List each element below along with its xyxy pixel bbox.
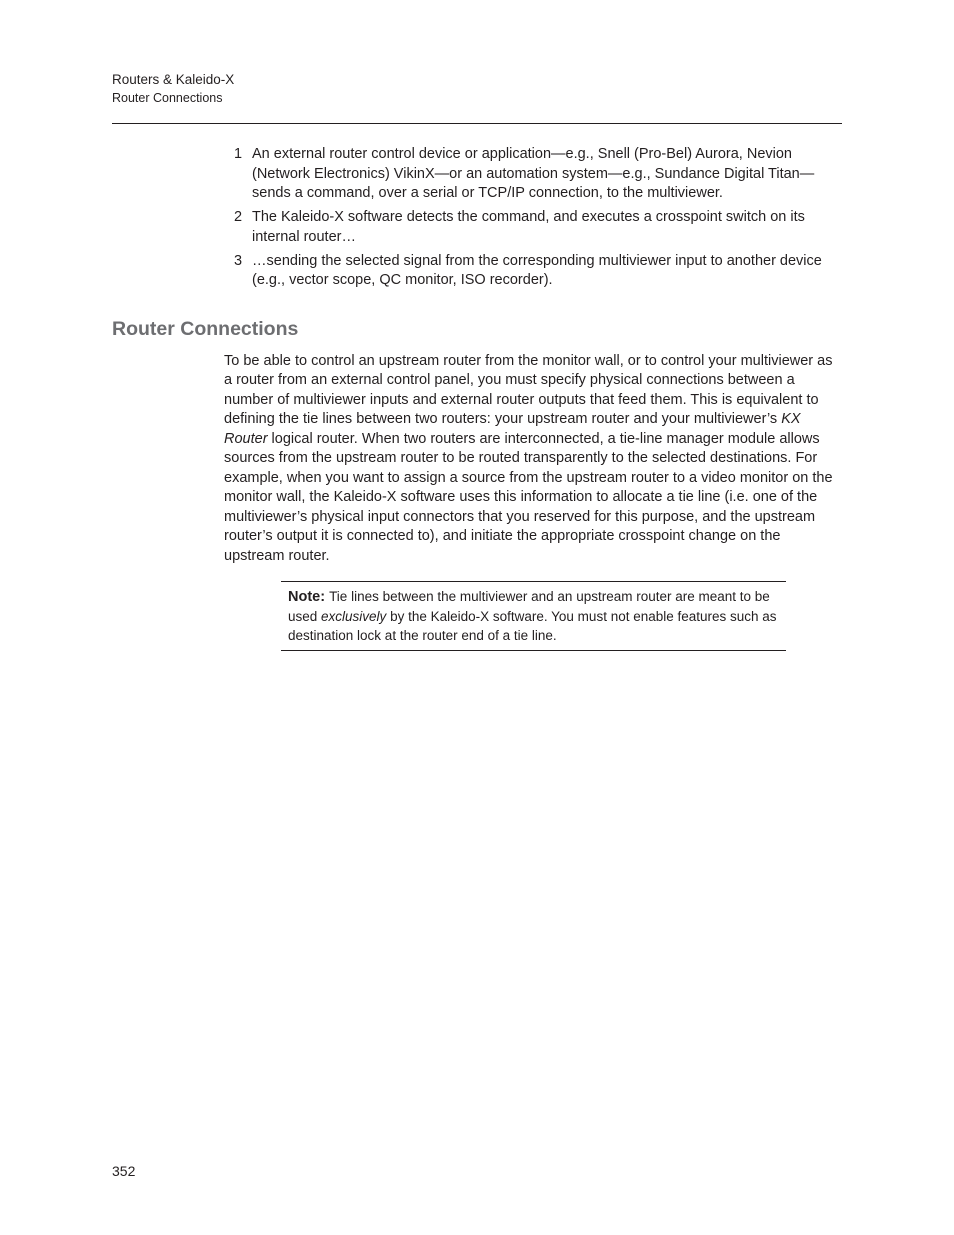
note-label: Note: xyxy=(288,589,326,605)
step-number: 3 xyxy=(234,252,243,269)
step-text: The Kaleido-X software detects the command, and executes a crosspoint switch on its internal router… xyxy=(252,209,805,245)
section-heading: Router Connections xyxy=(112,318,299,340)
paragraph-emphasis: KX Router xyxy=(224,411,801,447)
note-text: by the Kaleido-X software. You must not enable features such as destination lock at the router end of a tie line. xyxy=(288,609,777,643)
note-box xyxy=(281,581,786,651)
running-header-section: Router Connections xyxy=(112,91,223,105)
body-paragraph xyxy=(224,352,838,566)
list-item xyxy=(234,145,842,204)
header-divider xyxy=(112,123,842,124)
list-item xyxy=(234,252,842,291)
note-emphasis: exclusively xyxy=(321,609,387,624)
step-number: 2 xyxy=(234,209,243,225)
running-header xyxy=(112,70,234,108)
note-text: Tie lines between the multiviewer and an upstream router are meant to be used xyxy=(288,589,770,624)
list-item xyxy=(234,208,842,247)
step-text: …sending the selected signal from the corresponding multiviewer input to another device (e.g., vector scope, QC monitor, ISO recorder). xyxy=(252,252,822,288)
running-header-chapter: Routers & Kaleido-X xyxy=(112,72,235,87)
step-text: An external router control device or application—e.g., Snell (Pro-Bel) Aurora, Nevion (Network Electronics) VikinX—or an automation system—e.g., Sundance Digital Titan—sends a command, over a serial or TCP/IP connection, to the multiviewer. xyxy=(252,146,815,201)
page-number: 352 xyxy=(112,1163,136,1179)
paragraph-text: logical router. When two routers are interconnected, a tie-line manager module allows sources from the upstream router to be routed transparently to the selected destinations. For example, when you want to assign a source from the upstream router to a video monitor on the monitor wall, the Kaleido-X software uses this information to allocate a tie line (i.e. one of the multiviewer’s physical input connectors that you reserved for this purpose, and the upstream router’s output it is connected to), and initiate the appropriate crosspoint change on the upstream router. xyxy=(224,430,833,564)
step-list xyxy=(234,145,842,295)
step-number: 1 xyxy=(234,146,243,162)
paragraph-text: To be able to control an upstream router from the monitor wall, or to control your multiviewer as a router from an external control panel, you must specify physical connections between a number of multiviewer inputs and external router outputs that feed them. This is equivalent to defining the tie lines between two routers: your upstream router and your multiviewer’s xyxy=(224,353,833,428)
